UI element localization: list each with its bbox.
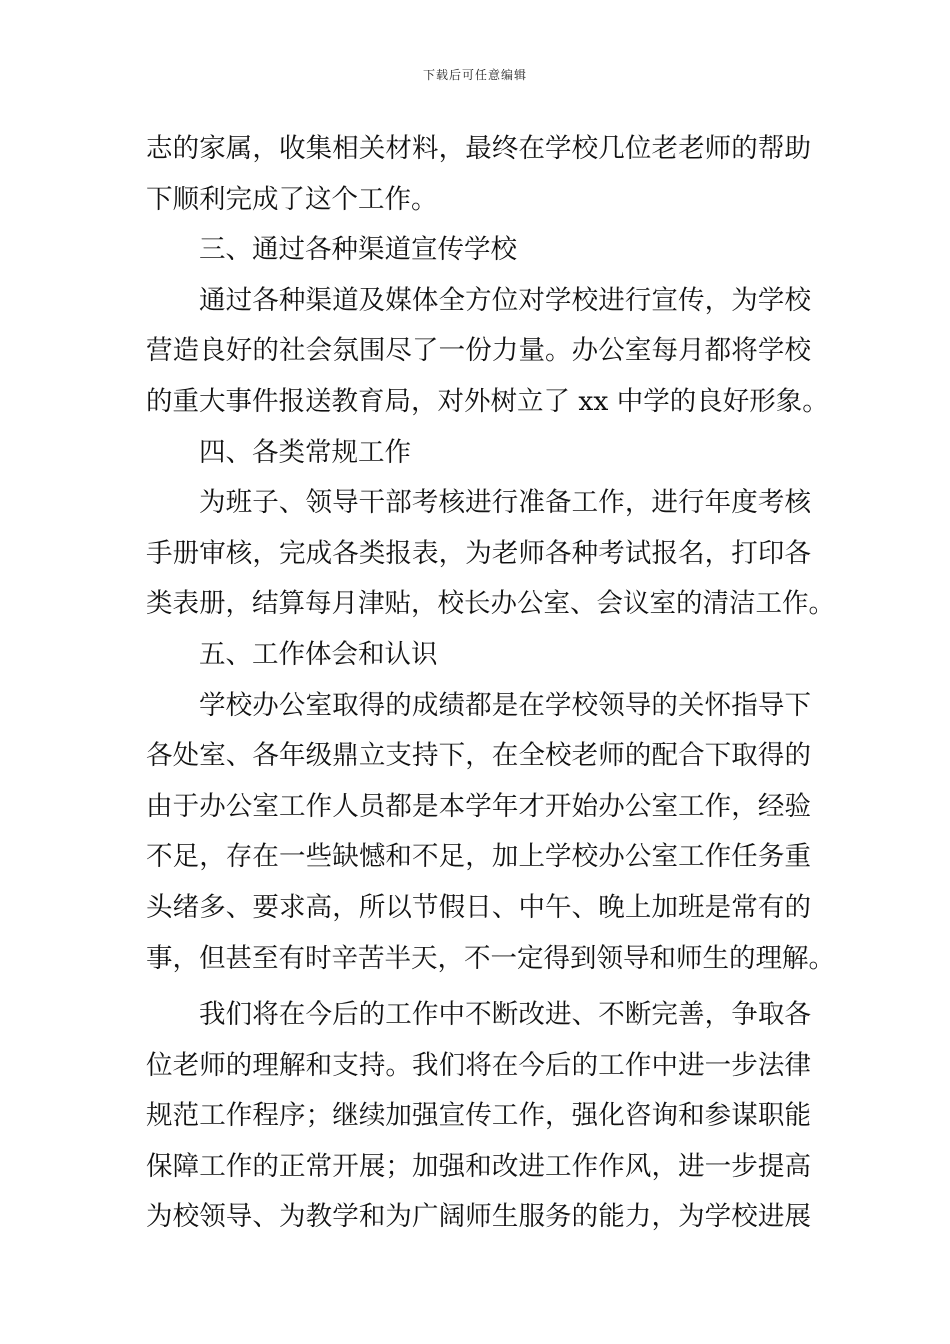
paragraph-line: 位老师的理解和支持。我们将在今后的工作中进一步法律 [146, 1049, 811, 1081]
paragraph-line: 不足，存在一些缺憾和不足，加上学校办公室工作任务重 [146, 841, 811, 873]
paragraph-line: 类表册，结算每月津贴，校长办公室、会议室的清洁工作。 [146, 588, 835, 620]
paragraph-line: 下顺利完成了这个工作。 [146, 183, 438, 215]
section-heading-5: 五、工作体会和认识 [199, 638, 438, 670]
paragraph-line: 的重大事件报送教育局，对外树立了 xx 中学的良好形象。 [146, 385, 829, 417]
section-heading-4: 四、各类常规工作 [199, 436, 411, 468]
paragraph-line: 为班子、领导干部考核进行准备工作，进行年度考核 [199, 487, 811, 519]
paragraph-line: 事，但甚至有时辛苦半天，不一定得到领导和师生的理解。 [146, 942, 835, 974]
paragraph-line: 通过各种渠道及媒体全方位对学校进行宣传，为学校 [199, 284, 811, 316]
paragraph-line: 保障工作的正常开展；加强和改进工作作风，进一步提高 [146, 1150, 811, 1182]
paragraph-line: 志的家属，收集相关材料，最终在学校几位老老师的帮助 [146, 133, 811, 164]
paragraph-line: 规范工作程序；继续加强宣传工作，强化咨询和参谋职能 [146, 1100, 811, 1132]
paragraph-line: 学校办公室取得的成绩都是在学校领导的关怀指导下 [199, 689, 811, 721]
paragraph-line: 头绪多、要求高，所以节假日、中午、晚上加班是常有的 [146, 891, 811, 923]
paragraph-line: 由于办公室工作人员都是本学年才开始办公室工作，经验 [146, 790, 811, 822]
paragraph-line: 营造良好的社会氛围尽了一份力量。办公室每月都将学校 [146, 335, 811, 367]
paragraph-line: 我们将在今后的工作中不断改进、不断完善，争取各 [199, 999, 811, 1031]
paragraph-line: 为校领导、为教学和为广阔师生服务的能力，为学校进展 [146, 1201, 811, 1233]
section-heading-3: 三、通过各种渠道宣传学校 [199, 234, 517, 266]
paragraph-line: 手册审核，完成各类报表，为老师各种考试报名，打印各 [146, 537, 811, 569]
page-header: 下载后可任意编辑 [422, 68, 527, 82]
document-body [146, 124, 835, 1243]
paragraph-line: 各处室、各年级鼎立支持下，在全校老师的配合下取得的 [146, 740, 811, 772]
